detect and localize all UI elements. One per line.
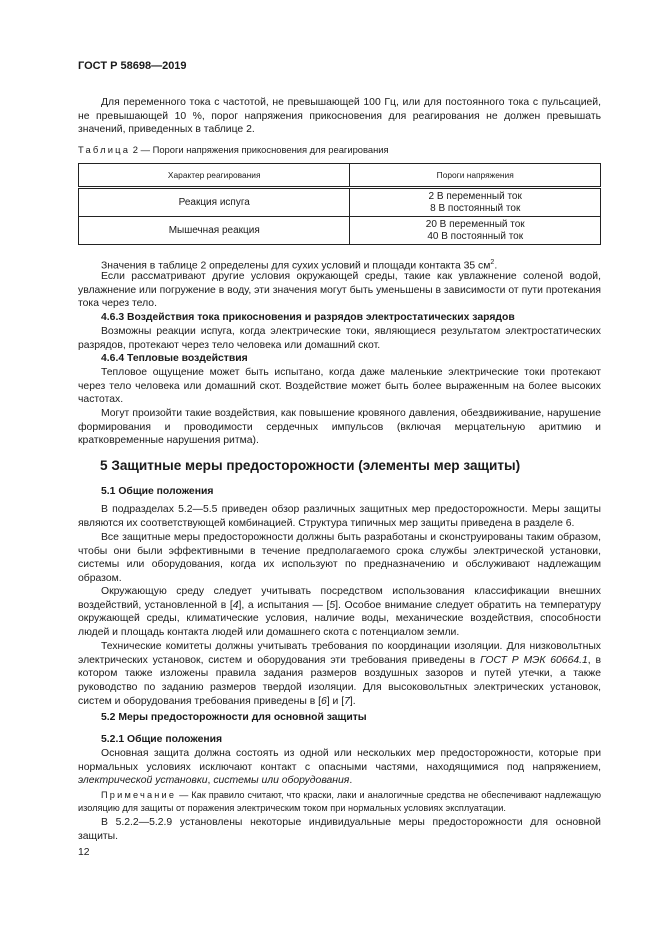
text: ,: [207, 775, 214, 787]
note-text: — Как правило считают, что краски, лаки и аналогичные средства не обеспечивают надлежащую изоляцию для защиты от поражения электрическим током при нормальных условиях эксплуатации.: [78, 790, 601, 813]
paragraph: Для переменного тока с частотой, не превышающей 100 Гц, или для постоянного тока с пульсацией, не превышающей 10 %, порог напряжения прикосновения для реагирования не должен превышать значений, приведенных в таблице 2.: [78, 97, 601, 136]
reference: 5: [329, 599, 336, 611]
paragraph: [78, 640, 601, 709]
standard-reference: ГОСТ Р МЭК 60664.1: [480, 654, 588, 666]
text: ]. Особое внимание следует обратить на температуру окружающей среды, климатические условия, наличие воды, механические воздействия, способности людей и площадь контакта людей или домашнего скота с потенциалом земли.: [78, 599, 601, 639]
paragraph: В 5.2.2—5.2.9 установлены некоторые индивидуальные меры предосторожности для основной защиты.: [78, 817, 601, 842]
threshold-value: 2 В переменный ток: [428, 190, 522, 202]
paragraph: Тепловое ощущение может быть испытано, когда даже маленькие электрические токи протекают через тело человека или домашний скот. Воздействие может быть более выраженным на более высоких частотах.: [78, 367, 601, 406]
table-row: [79, 217, 601, 245]
text: .: [494, 260, 498, 272]
heading-4-6-4: 4.6.4 Тепловые воздействия: [101, 353, 248, 364]
page-number: 12: [78, 847, 90, 858]
document-header: ГОСТ Р 58698—2019: [78, 60, 187, 72]
paragraph: [78, 585, 601, 640]
heading-5-1: 5.1 Общие положения: [101, 486, 214, 497]
table-header: Характер реагирования: [79, 164, 350, 188]
paragraph: Все защитные меры предосторожности должны быть разработаны и сконструированы таким образом, чтобы они были эффективными в течение предполагаемого срока службы электрической установки, системы или оборудования, когда их используют по предназначению и обслуживают надлежащим образом.: [78, 532, 601, 585]
note: [78, 789, 601, 814]
reference: 7: [344, 695, 350, 707]
text: ], а испытания — [: [238, 599, 330, 611]
heading-5-2-1: 5.2.1 Общие положения: [101, 734, 223, 745]
text: ] и [: [326, 695, 345, 707]
text: Значения в таблице 2 определены для сухих условий и площади контакта 35 см: [101, 260, 491, 272]
table-caption-title: 2 — Пороги напряжения прикосновения для реагирования: [130, 144, 389, 155]
text: Окружающую среду следует учитывать посредством использования классификации внешних воздействий, установленной в [: [78, 586, 601, 611]
reference: 4: [232, 599, 239, 611]
table-caption: [78, 143, 601, 157]
table-caption-label: Таблица: [78, 144, 131, 155]
heading-5-2: 5.2 Меры предосторожности для основной защиты: [101, 712, 367, 723]
reference: 6: [321, 695, 327, 707]
text: .: [349, 775, 353, 787]
text: ].: [349, 695, 356, 707]
threshold-table: [78, 163, 601, 245]
heading-4-6-3: 4.6.3 Воздействия тока прикосновения и разрядов электростатических зарядов: [101, 312, 515, 323]
table-row: [79, 188, 601, 217]
term: электрической установки: [78, 775, 208, 787]
threshold-value: 20 В переменный ток: [425, 218, 525, 230]
table-cell: [350, 188, 601, 217]
table-cell: [350, 217, 601, 245]
text: Технические комитеты должны учитывать требования по координации изоляции. Для низковольтных электрических установок, систем и оборудования эти требования приведены в: [78, 641, 601, 666]
superscript: 2: [490, 259, 495, 266]
table-header: Пороги напряжения: [350, 164, 601, 188]
paragraph: Если рассматривают другие условия окружающей среды, такие как увлажнение соленой водой, увлажнение или погружение в воду, эти значения могут быть уменьшены в зависимости от пути протекания тока через тело.: [78, 271, 601, 310]
text: , в котором также изложены правила задания размеров воздушных зазоров и путей утечки, а также руководство по заданию размеров твердой изоляции. Для высоковольтных электрических установок, систем и оборудования требования приведены в [: [78, 654, 601, 707]
table-cell: Реакция испуга: [79, 188, 350, 217]
threshold-value: 8 В постоянный ток: [430, 202, 521, 214]
note-label: Примечание: [101, 790, 177, 800]
paragraph: Возможны реакции испуга, когда электрические токи, являющиеся результатом электростатических разрядов, протекают через тело человека или домашний скот.: [78, 326, 601, 351]
table-cell: Мышечная реакция: [79, 217, 350, 245]
section-5-heading: 5 Защитные меры предосторожности (элементы мер защиты): [100, 458, 521, 473]
paragraph: [78, 747, 601, 788]
term: системы или оборудования: [213, 775, 350, 787]
paragraph: Могут произойти такие воздействия, как повышение кровяного давления, обездвиживание, нарушение формирования и проводимости сердечных импульсов (включая мерцательную аритмию и кратковременные нарушения ритма).: [78, 408, 601, 447]
text: Основная защита должна состоять из одной или нескольких мер предосторожности, которые при нормальных условиях исключают контакт с опасными частями, находящимися под напряжением,: [78, 748, 601, 773]
threshold-value: 40 В постоянный ток: [427, 230, 524, 242]
paragraph: В подразделах 5.2—5.5 приведен обзор различных защитных мер предосторожности. Меры защиты являются их соответствующей комбинацией. Структура типичных мер защиты приведена в разделе 6.: [78, 504, 601, 529]
